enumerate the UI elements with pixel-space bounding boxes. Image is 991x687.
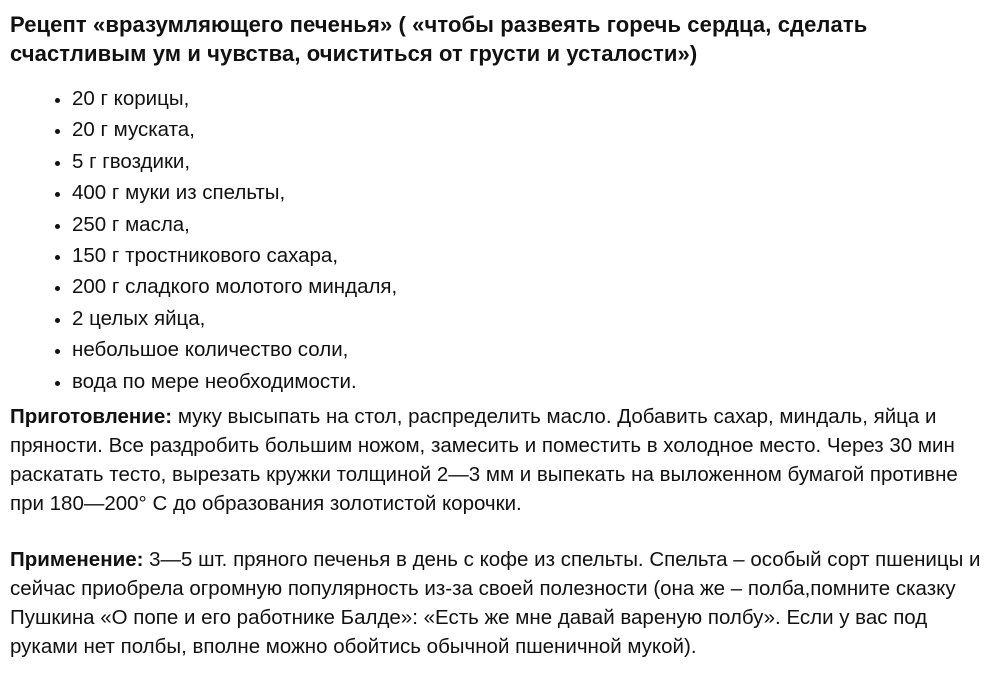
ingredient-item: • 2 целых яйца, bbox=[72, 303, 983, 334]
ingredient-item: • 200 г сладкого молотого миндаля, bbox=[72, 271, 983, 302]
preparation-label: Приготовление: bbox=[10, 405, 173, 429]
usage-text: 3—5 шт. пряного печенья в день с кофе из спельты. Спельта – особый сорт пшеницы и сейчас приобрела огромную популярность из-за своей полезности (она же – полба,помните сказку Пушкина «О попе и его работнике Балде»: «Есть же мне давай вареную полбу». Если у вас под руками нет полбы, вполне можно обойтись обычной пшеничной мукой). bbox=[10, 548, 981, 659]
ingredient-list bbox=[10, 83, 983, 397]
recipe-title: Рецепт «вразумляющего печенья» ( «чтобы развеять горечь сердца, сделать счастливым ум и чувства, очиститься от грусти и усталости») bbox=[10, 12, 868, 66]
ingredient-item: • 250 г масла, bbox=[72, 209, 983, 240]
preparation-paragraph bbox=[10, 402, 983, 518]
ingredient-item: • 20 г муската, bbox=[72, 114, 983, 145]
ingredient-item: • 20 г корицы, bbox=[72, 83, 983, 114]
usage-paragraph bbox=[10, 545, 983, 661]
ingredient-item: • 400 г муки из спельты, bbox=[72, 177, 983, 208]
usage-label: Применение: bbox=[10, 548, 144, 572]
ingredient-item: • 5 г гвоздики, bbox=[72, 146, 983, 177]
preparation-text: муку высыпать на стол, распределить масло. Добавить сахар, миндаль, яйца и пряности. Все раздробить большим ножом, замесить и поместить в холодное место. Через 30 мин раскатать тесто, вырезать кружки толщиной 2—3 мм и выпекать на выложенном бумагой противне при 180—200° С до образования золотистой корочки. bbox=[10, 405, 958, 516]
ingredient-item: • вода по мере необходимости. bbox=[72, 366, 983, 397]
ingredient-item: • 150 г тростникового сахара, bbox=[72, 240, 983, 271]
ingredient-item: • небольшое количество соли, bbox=[72, 334, 983, 365]
